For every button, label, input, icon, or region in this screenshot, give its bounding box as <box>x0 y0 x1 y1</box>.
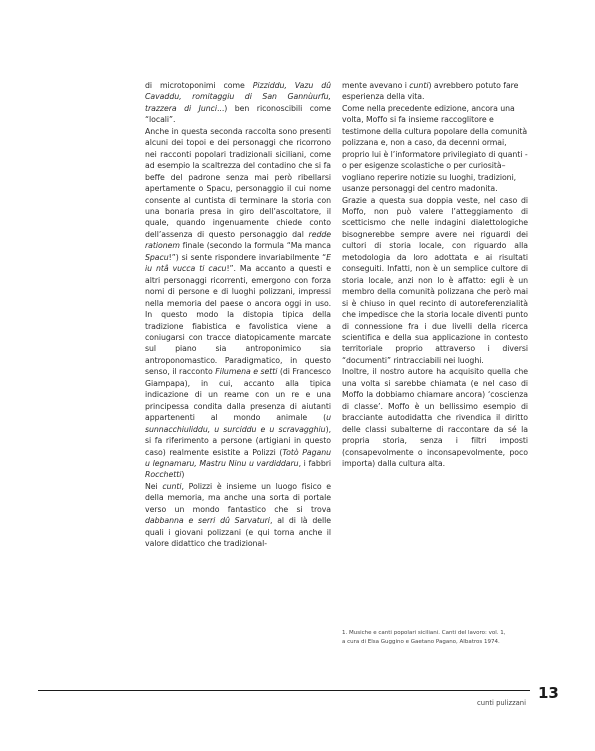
running-footer-title: cunti pulizzani <box>477 699 526 707</box>
italic-span: dabbanna e serri dû Sarvaturi <box>145 516 270 526</box>
paragraph <box>145 126 331 481</box>
text-span: ...) ben riconoscibili come “locali”. <box>145 103 331 125</box>
text-span: (di Francesco Giampapa), in cui, accanto alla tipica indicazione di un reame con un re e una principessa condita dalla presenza di aiutanti appartenenti al mondo animale ( <box>145 367 332 423</box>
italic-span: E iu ntâ vucca ti cacu <box>145 252 331 274</box>
text-span: ), si fa riferimento a persone (artigiani in questo caso) realmente esistite a Polizzi ( <box>145 424 331 457</box>
text-span: , i fabbri <box>298 458 331 468</box>
text-span: ) avrebbero potuto fare esperienza della vita. <box>342 81 519 102</box>
italic-span: u sunnacchiuliddu, u surciddu e u scravagghiu <box>145 413 331 434</box>
italic-span: cunti <box>409 81 429 90</box>
italic-span: cunti <box>162 481 182 491</box>
paragraph <box>342 195 528 367</box>
text-span: di microtoponimi come <box>145 81 253 90</box>
paragraph <box>342 366 528 469</box>
italic-span: Totò Paganu u legnamaru, Mastru Ninu u vardiddaru <box>145 447 331 468</box>
text-span: Inoltre, il nostro autore ha acquisito quella che una volta si sarebbe chiamata (e nel caso di Moffo la dobbiamo chiamare ancora) ‘coscienza di classe’. Moffo è un bellissimo esempio di bracciante autodidatta che rivendica il diritto delle classi subalterne di raccontare da sé la propria storia, senza i filtri imposti (consapevolmente o inconsapevolmente, poco importa) dalla cultura alta. <box>342 367 528 468</box>
left-text-column <box>145 80 331 550</box>
italic-span: Filumena e setti <box>215 367 278 377</box>
right-text-column <box>342 80 528 469</box>
footnote-line-2: a cura di Elsa Guggino e Gaetano Pagano, Albatros 1974. <box>342 638 500 645</box>
footer-rule <box>38 690 530 691</box>
text-span: mente avevano i <box>342 81 410 90</box>
paragraph <box>145 80 331 126</box>
italic-span: Pizziddu, Vazu dû Cavaddu, romitaggiu di San Gannùurfu, trazzera di Junci <box>145 81 332 113</box>
text-span: Grazie a questa sua doppia veste, nel caso di Moffo, non può valere l’atteggiamento di scetticismo che nelle indagini dialettologiche bisognerebbe sempre avere nei riguardi dei cultori di storia locale, con riguardo alla metodologia da loro adottata e ai risultati conseguiti. Infatti, non è un semplice cultore di storia locale, anzi non lo è affatto: egli è un membro della comunità polizzana che però mai si è chiuso in quel recinto di autoreferenzialità che impedisce che la storia locale diventi punto di connessione fra i due livelli della ricerca scientifica e della sua applicazione in contesto territoriale proprio attraverso i diversi “documenti” rintracciabili nei luoghi. <box>342 195 528 365</box>
text-span: ) <box>181 470 185 480</box>
text-span: finale (secondo la formula “Ma manca <box>179 241 331 251</box>
paragraph <box>342 103 528 195</box>
text-span: !”) si sente rispondere invariabilmente “ <box>168 252 327 262</box>
text-span: Nei <box>145 481 163 491</box>
footnote <box>342 629 542 646</box>
footnote-line-1: 1. Musiche e canti popolari siciliani. Canti del lavoro: vol. 1, <box>342 630 506 636</box>
text-span: , Polizzi è insieme un luogo fisico e della memoria, ma anche una sorta di portale verso un mondo fantastico che si trova <box>145 481 331 514</box>
page-number: 13 <box>538 684 559 702</box>
paragraph <box>145 481 331 550</box>
paragraph <box>342 80 528 103</box>
text-span: !”. Ma accanto a questi e altri personaggi ricorrenti, emergono con forza nomi di persone e di luoghi polizzani, impressi nella memoria del paese o ancora oggi in uso. In questo modo la distopia tipica della tradizione fiabistica e favolistica viene a coniugarsi con tracce diatopicamente marcate sul piano sia antroponimico sia antroponomastico. Paradigmatico, in questo senso, il racconto <box>145 264 331 377</box>
text-span: , al di là delle quali i giovani polizzani (e qui torna anche il valore didattico che tradizional- <box>145 516 331 549</box>
italic-span: Spacu <box>145 252 169 262</box>
italic-span: redde rationem <box>145 229 331 251</box>
italic-span: Rocchetti <box>145 470 182 480</box>
text-span: Anche in questa seconda raccolta sono presenti alcuni dei topoi e dei personaggi che ricorrono nei racconti popolari tradizionali siciliani, come ad esempio la scaltrezza del contadino che si fa beffe del padrone senza mai però ribellarsi apertamente o Spacu, personaggio il cui nome consente al cuntista di terminare la storia con una bonaria presa in giro dell’ascoltatore, il quale, quando ingenuamente chiede conto dell’assenza di questo personaggio dal <box>145 126 331 239</box>
text-span: Come nella precedente edizione, ancora una volta, Moffo si fa insieme raccoglitore e testimone della cultura popolare della comunità polizzana e, non a caso, da decenni ormai, proprio lui è l’informatore privilegiato di quanti -o per esigenze scolastiche o per curiosità– vogliano reperire notizie su luoghi, tradizioni, usanze personaggi del centro madonita. <box>342 103 528 194</box>
